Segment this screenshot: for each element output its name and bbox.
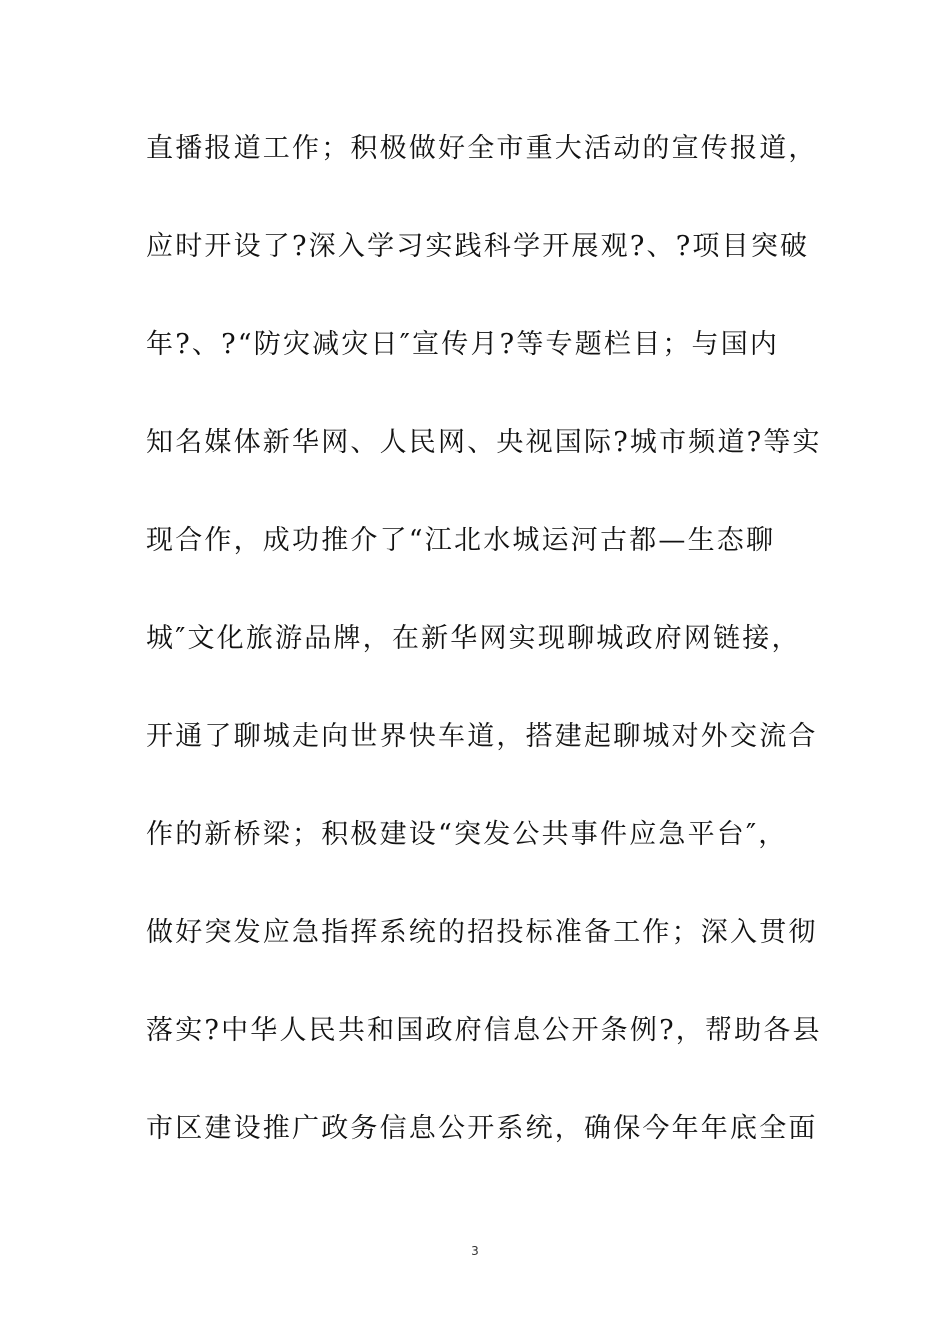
text-line: 落实?中华人民共和国政府信息公开条例?，帮助各县	[146, 1015, 822, 1046]
text-line: 城″文化旅游品牌，在新华网实现聊城政府网链接，	[146, 623, 801, 654]
text-line: 知名媒体新华网、人民网、央视国际?城市频道?等实	[146, 427, 822, 458]
text-line: 做好突发应急指挥系统的招投标准备工作；深入贯彻	[146, 917, 818, 948]
text-line: 作的新桥梁；积极建设“突发公共事件应急平台″，	[146, 819, 788, 850]
body-text	[146, 122, 822, 1200]
text-line: 开通了聊城走向世界快车道，搭建起聊城对外交流合	[146, 721, 818, 752]
text-line: 应时开设了?深入学习实践科学开展观?、?项目突破	[146, 231, 810, 262]
text-line: 年?、?“防灾减灾日″宣传月?等专题栏目；与国内	[146, 329, 780, 360]
text-line: 市区建设推广政务信息公开系统，确保今年年底全面	[146, 1113, 818, 1144]
page-number: 3	[471, 1244, 479, 1258]
text-line: 现合作，成功推介了“江北水城运河古都—生态聊	[146, 525, 776, 556]
text-line: 直播报道工作；积极做好全市重大活动的宣传报道，	[146, 133, 818, 164]
